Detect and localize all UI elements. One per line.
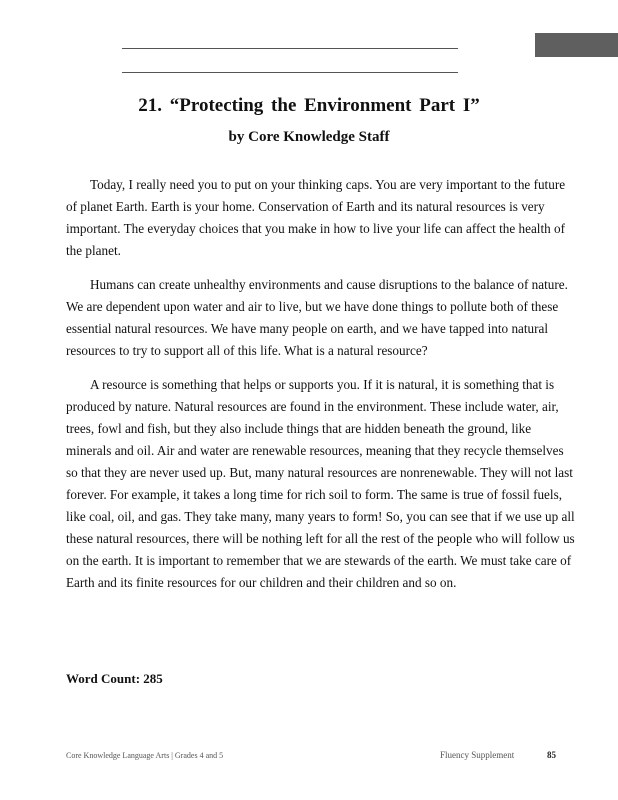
footer-course: Core Knowledge Language Arts | Grades 4 and 5	[66, 751, 224, 760]
paragraph-1: Today, I really need you to put on your thinking caps. You are very important to the future of planet Earth. Earth is your home. Conservation of Earth and its natural resources is very important. The everyday choices that you make in how to live your life can affect the health of the planet.	[66, 177, 566, 258]
passage-body	[66, 174, 578, 606]
byline: by Core Knowledge Staff	[228, 129, 390, 145]
paragraph-2: Humans can create unhealthy environments and cause disruptions to the balance of nature. We are dependent upon water and air to live, but we have done things to pollute both of these essential natural resources. We have many people on earth, and we have tapped into natural resources to try to support all of this life. What is a natural resource?	[66, 277, 568, 358]
page-title: 21. “Protecting the Environment Part I”	[138, 95, 480, 116]
page-number: 85	[547, 750, 556, 760]
paragraph-3: A resource is something that helps or supports you. If it is natural, it is something that is produced by nature. Natural resources are found in the environment. These include water, air, trees, fowl and fish, but they also include things that are hidden beneath the ground, like minerals and oil. Air and water are renewable resources, meaning that they recycle themselves so that they are never used up. But, many natural resources are nonrenewable. They will not last forever. For example, it takes a long time for rich soil to form. The same is true of fossil fuels, like coal, oil, and gas. They take many, many years to form! So, you can see that if we use up all these natural resources, there will be nothing left for all the rest of the people who will follow us on the earth. It is important to remember that we are stewards of the earth. We must take care of Earth and its finite resources for our children and their children and so on.	[66, 377, 575, 590]
corner-tab	[535, 33, 618, 57]
footer-supplement: Fluency Supplement	[440, 750, 515, 760]
name-line-bottom	[122, 72, 458, 73]
name-line-top	[122, 48, 458, 49]
word-count: Word Count: 285	[66, 671, 163, 686]
